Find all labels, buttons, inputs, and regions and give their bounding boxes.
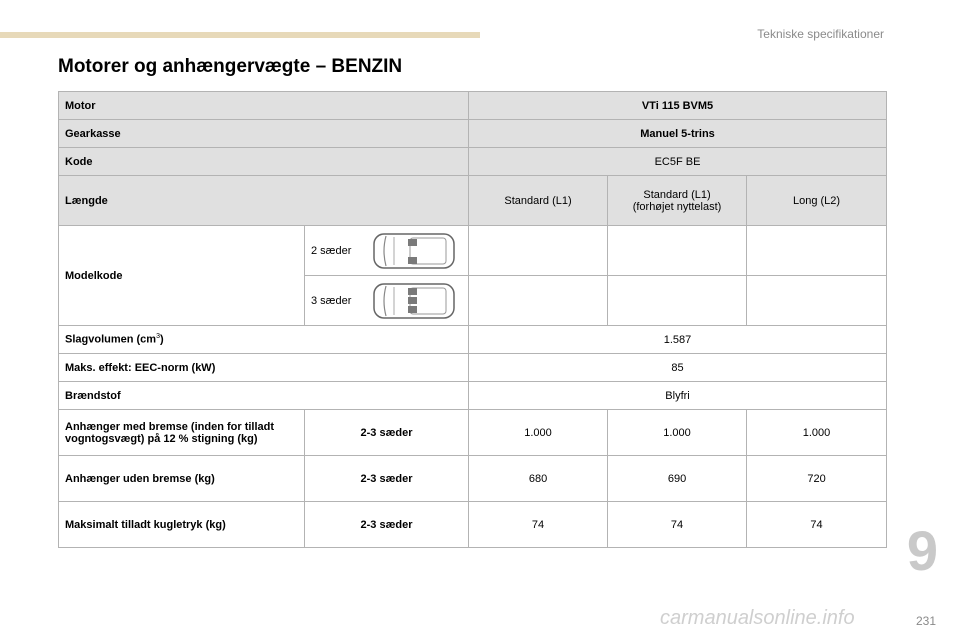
row-label: Motor [59,92,469,120]
row-label: Kode [59,148,469,176]
row-label: Anhænger med bremse (inden for tilladt vogntogsvægt) på 12 % stigning (kg) [59,410,305,456]
value-cell: 680 [469,456,608,502]
seat-cell [305,276,469,326]
model-code-cell [469,226,608,276]
table-row [59,410,887,456]
value-cell: 1.000 [469,410,608,456]
van-3-seats-icon [372,280,456,322]
table-row [59,148,887,176]
chapter-number: 9 [906,519,938,582]
table-row [59,326,887,354]
value-cell: 74 [747,502,887,548]
spec-table [58,91,887,548]
row-label: Maksimalt tilladt kugletryk (kg) [59,502,305,548]
table-row [59,226,887,276]
model-code-cell [608,226,747,276]
seat-label: 2-3 sæder [305,410,469,456]
model-code-cell [608,276,747,326]
displacement-value: 1.587 [469,326,887,354]
row-label: Brændstof [59,382,469,410]
page-number: 231 [915,614,936,628]
table-row [59,120,887,148]
length-col: Standard (L1) [469,176,608,226]
model-code-cell [747,226,887,276]
table-row [59,176,887,226]
power-value: 85 [469,354,887,382]
table-row [59,502,887,548]
table-row [59,92,887,120]
value-cell: 720 [747,456,887,502]
value-cell: 1.000 [608,410,747,456]
row-label: Anhænger uden bremse (kg) [59,456,305,502]
row-label: Slagvolumen $(cm^3)$ [59,326,469,354]
page-heading: Motorer og anhængervægte – BENZIN [58,56,403,77]
header-accent-bar [0,32,480,38]
code-value: EC5F BE [469,148,887,176]
length-col: Standard (L1) (forhøjet nyttelast) [608,176,747,226]
fuel-value: Blyfri [469,382,887,410]
value-cell: 74 [469,502,608,548]
seat-label: 2 sæder [311,244,352,257]
model-code-cell [469,276,608,326]
row-label: Modelkode [59,226,305,326]
section-title: Tekniske specifikationer [757,27,884,41]
row-label: Længde [59,176,469,226]
van-2-seats-icon [372,230,456,272]
table-row [59,354,887,382]
row-label: Gearkasse [59,120,469,148]
motor-value: VTi 115 BVM5 [469,92,887,120]
value-cell: 1.000 [747,410,887,456]
value-cell: 74 [608,502,747,548]
watermark: carmanualsonline.info [660,607,855,629]
table-row [59,382,887,410]
row-label: Maks. effekt: EEC-norm (kW) [59,354,469,382]
seat-label: 2-3 sæder [305,502,469,548]
gearbox-value: Manuel 5-trins [469,120,887,148]
model-code-cell [747,276,887,326]
length-col: Long (L2) [747,176,887,226]
table-row [59,456,887,502]
seat-cell [305,226,469,276]
seat-label: 3 sæder [311,294,352,307]
value-cell: 690 [608,456,747,502]
seat-label: 2-3 sæder [305,456,469,502]
